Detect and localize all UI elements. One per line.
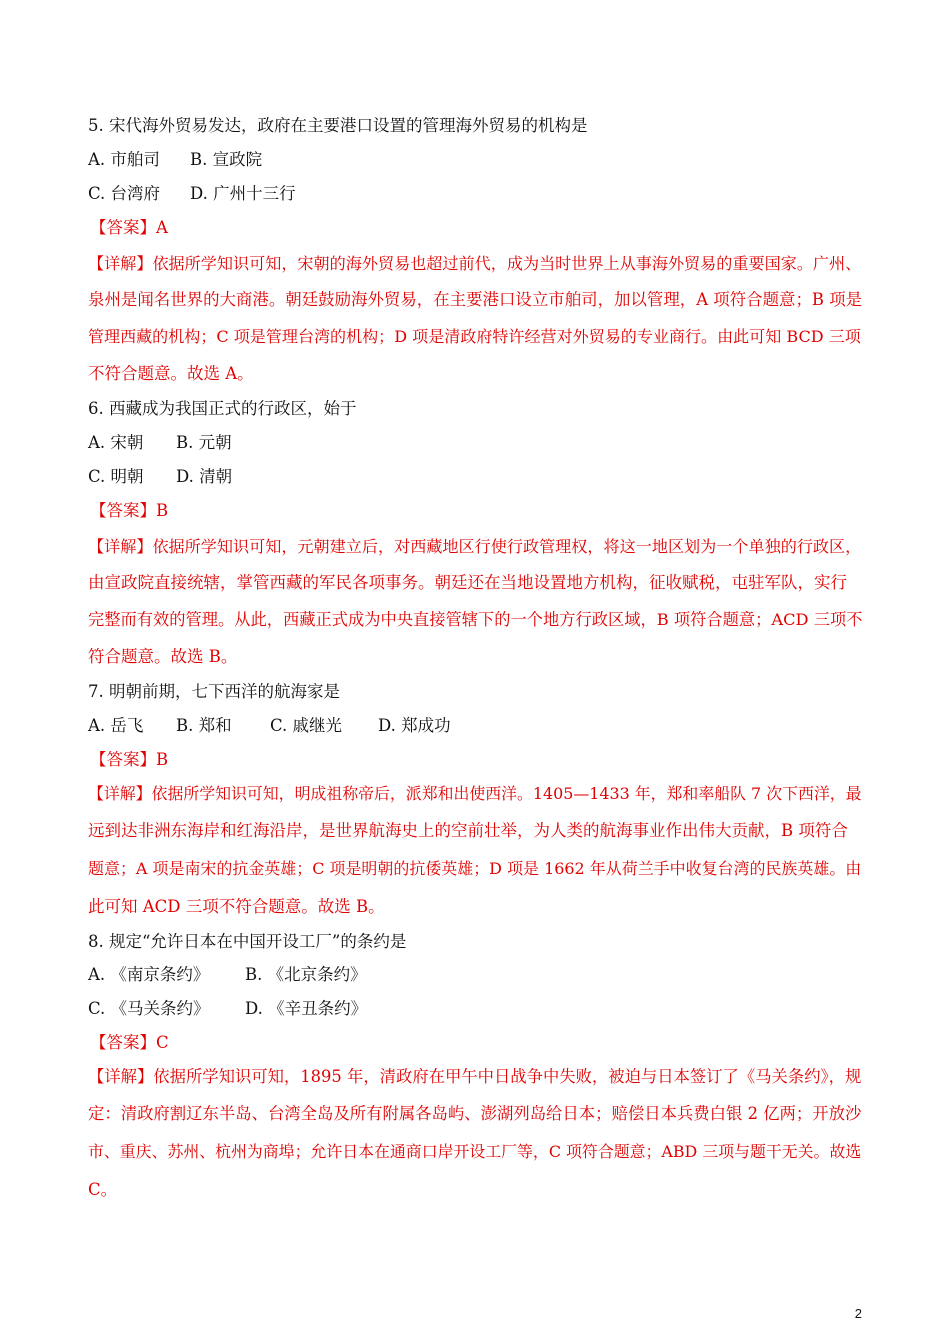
option-a: A. 宋朝 — [88, 433, 144, 452]
question-8-options-row-2 — [88, 999, 367, 1019]
question-5-explanation-line: 泉州是闻名世界的大商港。朝廷鼓励海外贸易，在主要港口设立市舶司，加以管理，A 项符合题意；B 项是 — [88, 290, 863, 309]
question-6-stem: 6. 西藏成为我国正式的行政区，始于 — [88, 399, 357, 418]
option-a: A. 岳飞 — [88, 716, 144, 735]
question-5-answer: 【答案】A — [90, 218, 168, 237]
question-5-options-row-2 — [88, 184, 296, 204]
option-c: C. 《马关条约》 — [88, 999, 210, 1018]
question-7-answer: 【答案】B — [90, 750, 169, 769]
option-c: C. 明朝 — [88, 467, 144, 486]
question-8-explanation-line: 【详解】依据所学知识可知，1895 年，清政府在甲午中日战争中失败，被迫与日本签订了《马关条约》，规 — [88, 1067, 862, 1086]
question-5-explanation-line: 不符合题意。故选 A。 — [88, 364, 254, 383]
question-5-explanation-line: 【详解】依据所学知识可知，宋朝的海外贸易也超过前代，成为当时世界上从事海外贸易的重要国家。广州、 — [88, 254, 862, 273]
question-8-options-row-1 — [88, 965, 367, 985]
question-7-explanation-line: 题意；A 项是南宋的抗金英雄；C 项是明朝的抗倭英雄；D 项是 1662 年从荷兰手中收复台湾的民族英雄。由 — [88, 859, 862, 878]
question-5-options-row-1 — [88, 150, 262, 170]
option-d: D. 《辛丑条约》 — [245, 999, 368, 1018]
question-6-explanation-line: 由宣政院直接统辖，掌管西藏的军民各项事务。朝廷还在当地设置地方机构，征收赋税，屯驻军队，实行 — [88, 573, 847, 592]
option-c: C. 台湾府 — [88, 184, 161, 203]
option-c: C. 戚继光 — [270, 716, 343, 735]
page-number: 2 — [854, 1306, 862, 1321]
question-8-explanation-line: 市、重庆、苏州、杭州为商埠；允许日本在通商口岸开设工厂等，C 项符合题意；ABD 三项与题干无关。故选 — [88, 1142, 862, 1161]
option-a: A. 市舶司 — [88, 150, 160, 169]
question-6-answer: 【答案】B — [90, 501, 169, 520]
option-b: B. 郑和 — [176, 716, 232, 735]
question-8-explanation-line: C。 — [88, 1180, 118, 1199]
option-b: B. 元朝 — [176, 433, 232, 452]
question-6-explanation-line: 符合题意。故选 B。 — [88, 647, 238, 666]
option-b: B. 宣政院 — [190, 150, 263, 169]
option-d: D. 广州十三行 — [190, 184, 296, 203]
question-6-explanation-line: 完整而有效的管理。从此，西藏正式成为中央直接管辖下的一个地方行政区域，B 项符合题意；ACD 三项不 — [88, 610, 863, 629]
question-8-answer: 【答案】C — [90, 1033, 169, 1052]
question-6-explanation-line: 【详解】依据所学知识可知，元朝建立后，对西藏地区行使行政管理权，将这一地区划为一个单独的行政区， — [88, 537, 862, 556]
question-6-options-row-1 — [88, 433, 232, 453]
question-8-stem: 8. 规定“允许日本在中国开设工厂”的条约是 — [88, 932, 407, 951]
option-a: A. 《南京条约》 — [88, 965, 210, 984]
question-7-explanation-line: 此可知 ACD 三项不符合题意。故选 B。 — [88, 897, 385, 916]
question-7-stem: 7. 明朝前期，七下西洋的航海家是 — [88, 682, 340, 701]
question-5-stem: 5. 宋代海外贸易发达，政府在主要港口设置的管理海外贸易的机构是 — [88, 116, 588, 135]
option-d: D. 郑成功 — [378, 716, 451, 735]
question-6-options-row-2 — [88, 467, 232, 487]
question-7-explanation-line: 【详解】依据所学知识可知，明成祖称帝后，派郑和出使西洋。1405—1433 年，郑和率船队 7 次下西洋，最 — [88, 784, 862, 803]
option-b: B. 《北京条约》 — [245, 965, 367, 984]
question-7-explanation-line: 远到达非洲东海岸和红海沿岸，是世界航海史上的空前壮举，为人类的航海事业作出伟大贡献，B 项符合 — [88, 821, 848, 840]
option-d: D. 清朝 — [176, 467, 233, 486]
question-7-options — [88, 716, 451, 736]
question-8-explanation-line: 定：清政府割辽东半岛、台湾全岛及所有附属各岛屿、澎湖列岛给日本；赔偿日本兵费白银 2 亿两；开放沙 — [88, 1104, 862, 1123]
question-5-explanation-line: 管理西藏的机构；C 项是管理台湾的机构；D 项是清政府特许经营对外贸易的专业商行。由此可知 BCD 三项 — [88, 327, 861, 346]
